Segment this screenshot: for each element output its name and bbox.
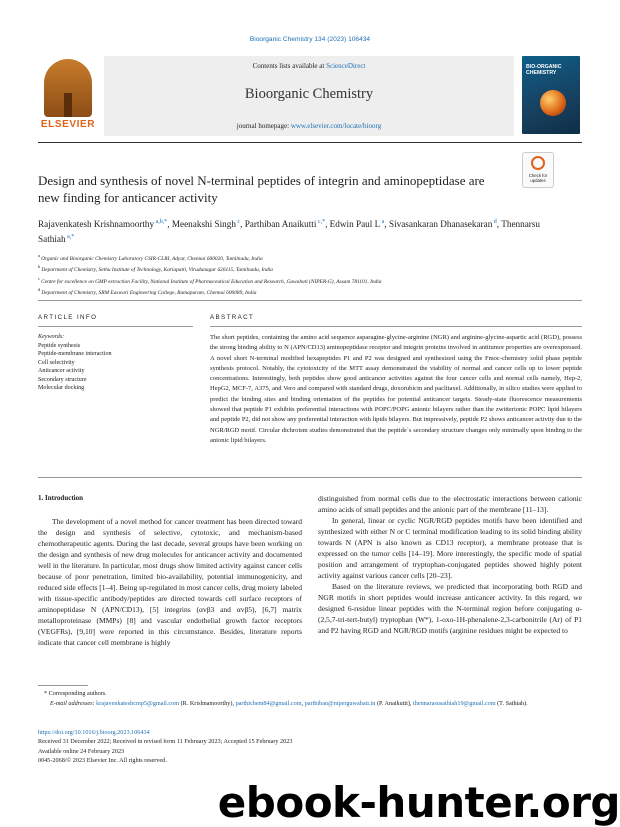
- check-for-updates-button[interactable]: [522, 152, 554, 188]
- article-title: Design and synthesis of novel N-terminal peptides of integrin and aminopeptidase are new finding for anticancer activity: [38, 173, 485, 205]
- author-affiliation-marker[interactable]: d: [492, 219, 497, 225]
- email-label: E-mail addresses:: [50, 700, 95, 707]
- sciencedirect-link[interactable]: ScienceDirect: [326, 62, 366, 70]
- header-rule: [38, 142, 582, 143]
- author-affiliation-marker[interactable]: a,*: [65, 234, 75, 241]
- watermark: ebook-hunter.org: [217, 778, 620, 827]
- affiliations: [38, 252, 582, 298]
- keyword-item: Cell selectivity: [38, 359, 75, 366]
- footnote-rule: [38, 685, 88, 686]
- contents-line: [104, 62, 514, 70]
- corresponding-footnote: * Corresponding authors.: [44, 690, 107, 697]
- homepage-line: [104, 122, 514, 130]
- email-link[interactable]: krajavenkateshcmp5@gmail.com: [96, 700, 180, 707]
- email-owner: (T. Sathiah).: [495, 700, 528, 707]
- intro-paragraph-2: In general, linear or cyclic NGR/RGD peptides motifs have been identified and synthesized with either N or C terminal modification leading to its solid binding ability towards N (APN is also known as CD13 receptor), a membrane protease that is expressed on the tumor cells [14–19]. More interestingly, the specific mode of spatial position and arrangement of tryptophan-conjugated peptides showed highly potent activity against various cancer cells [20–23].: [318, 516, 582, 580]
- author-list: [38, 216, 558, 246]
- abstract-text: The short peptides, containing the amino acid sequence asparagine-glycine-arginine (NGR) and arginine-glycine-aspartic acid (RGD), possess the strong binding ability to N (APN/CD13) aminopeptidase receptor and integrin proteins involved in antitumor properties are overexpressed. A novel short N-terminal modified hexapeptides P1 and P2 was designed and synthesized using the Fmoc-chemistry solid phase peptide synthesis protocol. Notably, the cytotoxicity of the MTT assay demonstrated the viability of normal and cancer cells up to lower peptide concentrations. Interestingly, both peptides show good anticancer activities against the four cancer cells and normal cells namely, Hep-2, HepG2, MCF-7, A375, and Vero and compared with standard drugs, doxorubicin and paclitaxel. Additionally, in silico studies were applied to predict the binding sites and binding orientation of the peptides for potential anticancer targets. Steady-state fluorescence measurements showed that peptide P1 exhibits preferential interactions with POPC/POPG anionic bilayers rather than the zwitterionic POPC lipid bilayers and peptide P2, did not show any preferential interaction with lipids bilayers. But impressively, peptide P2 shows anticancer activity due to the NGR/RGD motif. Circular dichroism studies demonstrated that the peptide`s secondary structure changes only minimally upon binding to the anionic lipid bilayers.: [210, 334, 582, 444]
- journal-cover[interactable]: [522, 56, 580, 134]
- homepage-link[interactable]: www.elsevier.com/locate/bioorg: [290, 122, 382, 130]
- affiliation-marker: a: [38, 253, 42, 258]
- keywords-block: [38, 333, 198, 393]
- affiliation-marker: d: [38, 287, 42, 293]
- body-column-left: [38, 516, 302, 648]
- affiliation-item: [38, 263, 582, 274]
- author-separator: ,: [240, 219, 245, 230]
- author-name[interactable]: Rajavenkatesh Krishnamoorthy: [38, 219, 155, 230]
- author-name[interactable]: Sivasankaran Dhanasekaran: [388, 219, 493, 230]
- intro-paragraph-3: Based on the literature reviews, we predicted that incorporating both RGD and NGR motifs in short peptides would increase anticancer activity. In this regard, we designed 6-residue linear peptides with the N-terminal region before conjugating α-(2,5,7-tri-tert-butyl) tryptophan (W*), 1-oxo-1H-phenalene-2,3-carbonitrile (Ar) of P1 and P2 having RGD and NGR/RGD motifs (arginine residues might be expected to: [318, 582, 582, 635]
- keyword-item: Secondary structure: [38, 376, 87, 383]
- keyword-item: Peptide-membrane interaction: [38, 351, 112, 357]
- homepage-prefix: journal homepage:: [236, 122, 291, 130]
- keywords-label: Keywords:: [38, 334, 65, 340]
- update-badge-icon: [531, 156, 545, 170]
- affiliation-item: [38, 275, 582, 286]
- cover-title: BIO-ORGANIC CHEMISTRY: [526, 64, 562, 76]
- journal-citation[interactable]: Bioorganic Chemistry 134 (2023) 106434: [249, 36, 371, 43]
- section-rule: [38, 300, 582, 301]
- keyword-item: Peptide synthesis: [38, 342, 81, 349]
- email-owner: (P. Anaikutti),: [375, 700, 414, 707]
- affiliation-text: Department of Chemistry, Sethu Institute of Technology, Kariapatti, Virudunagar 626115, Tamilnadu, India: [41, 267, 273, 274]
- author-affiliation-marker[interactable]: c,*: [316, 219, 326, 225]
- author-affiliation-marker[interactable]: a,b,*: [154, 219, 168, 225]
- email-link[interactable]: thennarasusathiah19@gmail.com: [413, 700, 496, 707]
- introduction-heading: 1. Introduction: [38, 494, 83, 502]
- email-owner: ,: [301, 700, 305, 707]
- author-name[interactable]: Edwin Paul L: [329, 219, 381, 230]
- header-box: [104, 56, 514, 136]
- doi-link[interactable]: https://doi.org/10.1016/j.bioorg.2023.106434: [38, 729, 150, 736]
- article-info-heading: ARTICLE INFO: [38, 314, 98, 321]
- author-affiliation-marker[interactable]: a: [380, 219, 385, 225]
- intro-paragraph-1: The development of a novel method for cancer treatment has been directed toward the design and synthesis of selective, cytotoxic, and mechanism-based chemotherapeutic agents. During the last decade, several groups have been working on the design and synthesis of new drug molecules for anticancer activity and documented well in the literature. In particular, most drugs show limited activity against cancer cells because of poor penetration, limited bio-availability, potential immunogenicity, and reduced side effects [1–4]. Being up-regulated in most cancer cells, drug moiety labeled with tissue-specific antibody/peptides are directed towards cell surface receptors of aminopeptidase N (APN/CD13), [5] integrins (αvβ3 and αvβ5), [6,7] matrix metalloproteinase (MMPs) [8] and vascular endothelial growth factor receptors (VEGFRs), [9,10] were reported in this circumstance. Besides, literature reports indicate that cancer cell membrane is highly: [38, 517, 302, 647]
- author-separator: ,: [325, 219, 330, 230]
- author-name[interactable]: Meenakshi Singh: [171, 219, 236, 230]
- article-meta: [38, 728, 582, 766]
- keyword-item: Molecular docking: [38, 385, 85, 391]
- intro-paragraph-1-cont: distinguished from normal cells due to the electrostatic interactions between cationic amino acids of small peptides and the anionic part of the membrane [11–13].: [318, 494, 582, 514]
- affiliation-item: [38, 252, 582, 263]
- email-list: [96, 700, 528, 707]
- author-name[interactable]: Parthiban Anaikutti: [244, 219, 317, 230]
- copyright: 0045-2068/© 2023 Elsevier Inc. All rights reserved.: [38, 757, 167, 765]
- body-column-right: [318, 493, 582, 636]
- author-separator: ,: [167, 219, 172, 230]
- keywords-list: [38, 342, 198, 393]
- email-owner: (R. Krishnamoorthy),: [179, 700, 236, 707]
- author-affiliation-marker[interactable]: c: [235, 219, 241, 225]
- received-dates: Received 31 December 2022; Received in revised form 11 February 2023; Accepted 15 February 2023: [38, 738, 293, 746]
- abstract-end-rule: [38, 477, 582, 478]
- email-link[interactable]: parthichem84@gmail.com: [235, 700, 302, 707]
- available-online: Available online 24 February 2023: [38, 747, 125, 755]
- publisher-logo-text: ELSEVIER: [40, 119, 96, 130]
- author-name[interactable]: Thennarsu Sathiah: [38, 219, 541, 245]
- affiliation-text: Department of Chemistry, SRM Easwari Engineering College, Ramapuram, Chennai 600089, India: [41, 289, 257, 296]
- abstract-heading: ABSTRACT: [210, 314, 255, 321]
- check-updates-label: Check for updates: [528, 173, 548, 183]
- journal-name: Bioorganic Chemistry: [244, 86, 374, 102]
- contents-prefix: Contents lists available at: [252, 62, 327, 70]
- elsevier-logo: [38, 59, 98, 137]
- tree-icon: [44, 59, 92, 117]
- affiliation-text: Centre for excellence on GMP extraction Facility, National Institute of Pharmaceutical Education and Research, Guwahati (NIPER-G), Assam 781101, India: [41, 278, 382, 285]
- affiliation-item: [38, 286, 582, 297]
- journal-header: [38, 56, 582, 136]
- email-footnote: [38, 699, 582, 708]
- cover-art: [540, 90, 566, 116]
- affiliation-marker: c: [38, 275, 42, 281]
- email-link[interactable]: parthiban@niperguwahati.in: [304, 700, 376, 707]
- author-separator: ,: [384, 219, 389, 230]
- affiliation-text: Organic and Bioorganic Chemistry Laboratory CSIR-CLRI, Adyar, Chennai 600020, Tamilnadu, India: [41, 255, 263, 262]
- author-separator: ,: [496, 219, 502, 230]
- abstract-rule: [210, 326, 582, 327]
- article-info-rule: [38, 326, 193, 327]
- keyword-item: Anticancer activity: [38, 368, 85, 374]
- affiliation-marker: b: [38, 264, 42, 270]
